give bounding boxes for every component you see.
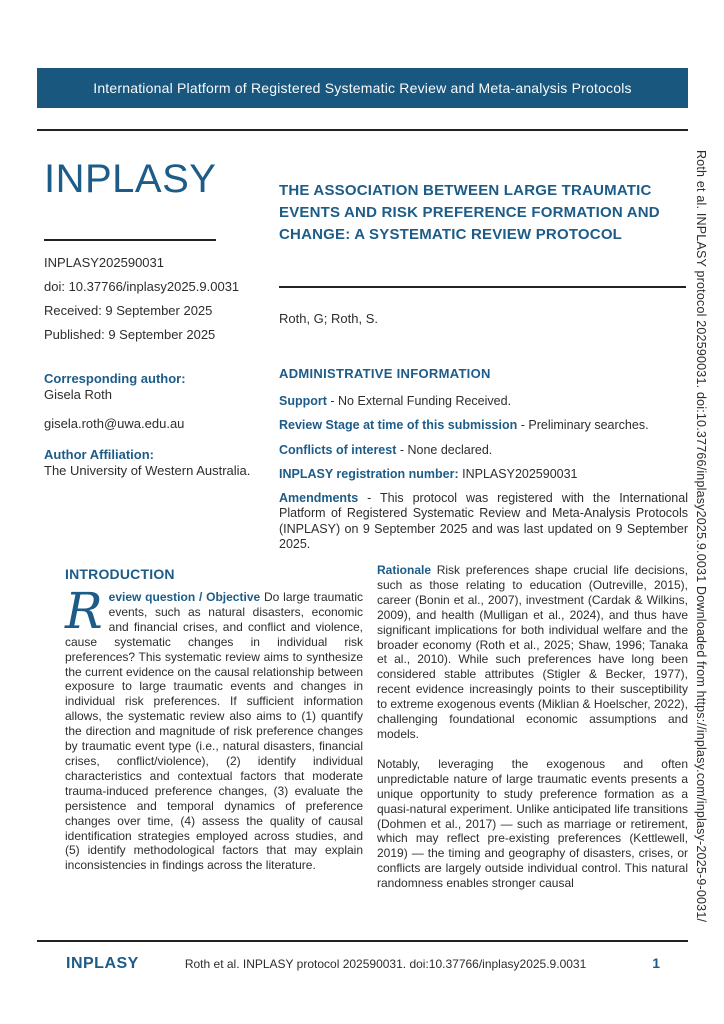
corresponding-author-name: Gisela Roth bbox=[44, 387, 112, 402]
admin-item-conflicts-value: - None declared. bbox=[396, 442, 493, 457]
affiliation-label: Author Affiliation: bbox=[44, 447, 154, 462]
admin-item-amendments-value: - This protocol was registered with the International Platform of Registered Systematic Review and Meta-Analysis Protocols (INPLASY) on 9 September 2025 and was last updated on 9 September 2025. bbox=[279, 491, 688, 552]
platform-banner bbox=[37, 68, 688, 108]
registration-id: INPLASY202590031 bbox=[44, 255, 164, 270]
corresponding-author-label: Corresponding author: bbox=[44, 371, 186, 386]
admin-item-conflicts-label: Conflicts of interest bbox=[279, 442, 397, 457]
platform-banner-text: International Platform of Registered Systematic Review and Meta-analysis Protocols bbox=[93, 80, 632, 96]
page-number: 1 bbox=[652, 955, 660, 971]
rationale-label: Rationale bbox=[377, 563, 432, 577]
dropcap-letter: R bbox=[65, 582, 103, 640]
introduction-heading: INTRODUCTION bbox=[65, 566, 175, 582]
admin-item-support-value: - No External Funding Received. bbox=[326, 394, 512, 408]
protocol-metadata bbox=[44, 255, 239, 351]
review-question-label: eview question / Objective bbox=[108, 590, 261, 604]
admin-item-registration-label: INPLASY registration number: bbox=[279, 466, 459, 481]
admin-item-amendments bbox=[279, 491, 688, 552]
doi-line: doi: 10.37766/inplasy2025.9.0031 bbox=[44, 279, 240, 294]
rotated-side-citation: Roth et al. INPLASY protocol 202590031. doi:10.37766/inplasy2025.9.0031 Downloaded from https://inplasy.com/inplasy-2025-9-0031/ bbox=[694, 150, 708, 923]
protocol-title: THE ASSOCIATION BETWEEN LARGE TRAUMATIC EVENTS AND RISK PREFERENCE FORMATION AND CHANGE: A SYSTEMATIC REVIEW PROTOCOL bbox=[279, 182, 660, 243]
admin-item-support bbox=[279, 394, 688, 409]
top-divider bbox=[37, 129, 688, 131]
inplasy-logo: INPLASY bbox=[44, 157, 217, 201]
authors-line: Roth, G; Roth, S. bbox=[279, 311, 378, 326]
logo-divider bbox=[44, 239, 216, 241]
admin-item-registration-value: INPLASY202590031 bbox=[458, 466, 578, 481]
introduction-left-column bbox=[65, 582, 364, 873]
administrative-information-section bbox=[279, 366, 688, 561]
admin-item-amendments-label: Amendments bbox=[279, 491, 359, 506]
rationale-text: Risk preferences shape crucial life decisions, such as those relating to education (Outreville, 2015), career (Bonin et al., 2007), investment (Cardak & Wilkins, 2009), and health (Mulligan et al., 2024), and thus have significant implications for both individual welfare and the broader economy (Roth et al., 2025; Shaw, 1996; Tanaka et al., 2010). While such preferences have long been considered stable attributes (Stigler & Becker, 1977), recent evidence increasingly points to their susceptibility to extreme exogenous events (Miklian & Hoelscher, 2022), challenging foundational economic assumptions and models. bbox=[377, 563, 688, 741]
rationale-paragraph bbox=[377, 563, 688, 742]
admin-item-registration bbox=[279, 467, 688, 482]
affiliation-text: The University of Western Australia. bbox=[44, 463, 251, 478]
admin-item-review-stage-value: - Preliminary searches. bbox=[517, 418, 649, 433]
page-footer bbox=[37, 955, 688, 973]
review-question-text: Do large traumatic events, such as natural disasters, economic and financial crises, and conflict and violence, cause systematic changes in individual risk preferences? This systematic review aims to synthesize the current evidence on the causal relationship between exposure to large traumatic events and changes in individual risk preferences. If sufficient information allows, the systematic review also aims to (1) quantify the direction and magnitude of risk preference changes by traumatic event type (i.e., natural disasters, financial crises, conflict/violence), (2) identify individual characteristics and contextual factors that moderate trauma-induced preference changes, (3) evaluate the persistence and temporal dynamics of preference changes over time, (4) assess the quality of causal identification strategies employed across studies, and (5) identify methodological factors that may explain inconsistencies in findings across the literature. bbox=[65, 590, 364, 873]
admin-heading: ADMINISTRATIVE INFORMATION bbox=[279, 366, 491, 381]
introduction-right-column bbox=[377, 563, 688, 891]
received-date: Received: 9 September 2025 bbox=[44, 303, 213, 318]
title-divider bbox=[279, 286, 686, 288]
footer-divider bbox=[37, 940, 688, 942]
footer-citation: Roth et al. INPLASY protocol 202590031. doi:10.37766/inplasy2025.9.0031 bbox=[184, 957, 587, 971]
admin-item-review-stage-label: Review Stage at time of this submission bbox=[279, 418, 518, 433]
rationale-paragraph-2: Notably, leveraging the exogenous and often unpredictable nature of large traumatic events presents a unique opportunity to study preference formation as a quasi-natural experiment. Unlike anticipated life transitions (Dohmen et al., 2017) — such as marriage or retirement, which may reflect pre-existing preferences (Kettlewell, 2019) — the timing and geography of disasters, crises, or conflicts are largely outside individual control. This natural randomness enables stronger causal bbox=[377, 756, 688, 891]
published-date: Published: 9 September 2025 bbox=[44, 327, 216, 342]
corresponding-author-block bbox=[44, 371, 270, 479]
admin-item-review-stage bbox=[279, 418, 688, 433]
corresponding-author-email: gisela.roth@uwa.edu.au bbox=[44, 416, 185, 431]
footer-inplasy-logo: INPLASY bbox=[66, 955, 139, 972]
admin-item-support-label: Support bbox=[279, 394, 327, 408]
review-question-paragraph bbox=[65, 582, 364, 873]
admin-item-conflicts bbox=[279, 443, 688, 458]
